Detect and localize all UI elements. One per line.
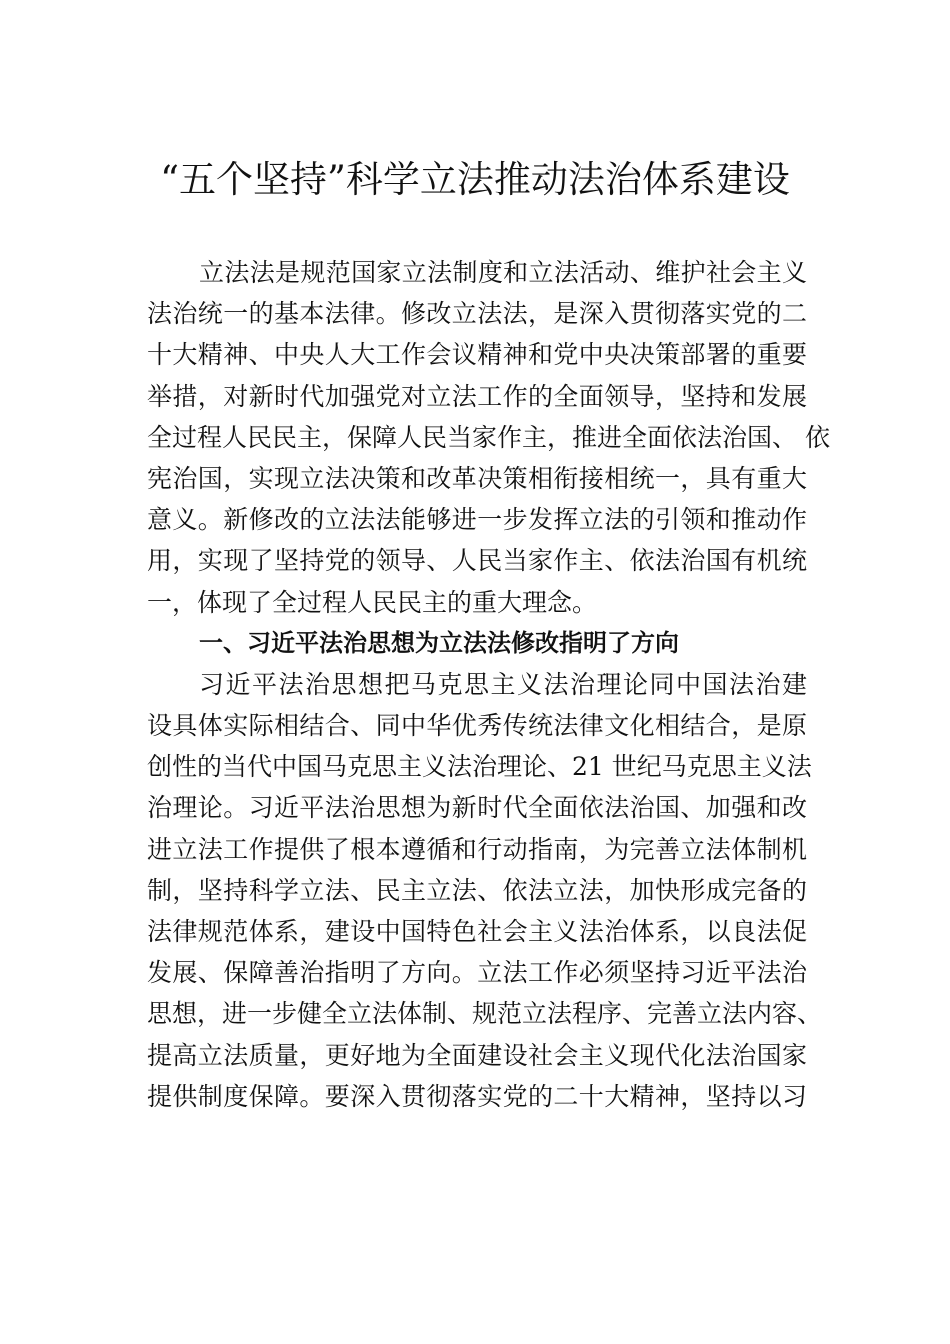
paragraph-line: 习近平法治思想把马克思主义法治理论同中国法治建 — [199, 669, 807, 699]
paragraph-line: 创性的当代中国马克思主义法治理论、21 世纪马克思主义法 — [147, 752, 812, 782]
paragraph-line: 发展、保障善治指明了方向。立法工作必须坚持习近平法治 — [147, 958, 807, 988]
paragraph-line: 提高立法质量，更好地为全面建设社会主义现代化法治国家 — [147, 1040, 807, 1070]
paragraph-line: 用，实现了坚持党的领导、人民当家作主、依法治国有机统 — [147, 546, 807, 576]
paragraph-line: 思想，进一步健全立法体制、规范立法程序、完善立法内容、 — [147, 999, 823, 1029]
paragraph-line: 提供制度保障。要深入贯彻落实党的二十大精神，坚持以习 — [147, 1081, 807, 1111]
paragraph-line: 全过程人民民主，保障人民当家作主，推进全面依法治国、 依 — [147, 422, 830, 452]
paragraph-line: 法律规范体系，建设中国特色社会主义法治体系，以良法促 — [147, 917, 807, 946]
paragraph-line: 设具体实际相结合、同中华优秀传统法律文化相结合，是原 — [147, 711, 807, 741]
section-heading: 一、习近平法治思想为立法法修改指明了方向 — [199, 628, 679, 657]
paragraph-line: 法治统一的基本法律。修改立法法，是深入贯彻落实党的二 — [147, 299, 807, 329]
paragraph-line: 十大精神、中央人大工作会议精神和党中央决策部署的重要 — [147, 340, 807, 370]
paragraph-line: 制，坚持科学立法、民主立法、依法立法，加快形成完备的 — [147, 875, 807, 905]
document-title: “五个坚持”科学立法推动法治体系建设 — [160, 158, 790, 201]
paragraph-line: 治理论。习近平法治思想为新时代全面依法治国、加强和改 — [147, 793, 807, 823]
paragraph-line: 立法法是规范国家立法制度和立法活动、维护社会主义 — [199, 258, 807, 287]
paragraph-line: 宪治国，实现立法决策和改革决策相衔接相统一，具有重大 — [147, 463, 807, 493]
paragraph-line: 意义。新修改的立法法能够进一步发挥立法的引领和推动作 — [147, 505, 807, 535]
paragraph-section-one — [147, 664, 823, 1117]
paragraph-line: 一，体现了全过程人民民主的重大理念。 — [147, 587, 598, 617]
paragraph-intro — [147, 252, 830, 623]
document-body — [147, 252, 830, 1117]
paragraph-line: 进立法工作提供了根本遵循和行动指南，为完善立法体制机 — [147, 834, 807, 864]
paragraph-line: 举措，对新时代加强党对立法工作的全面领导，坚持和发展 — [147, 381, 807, 411]
